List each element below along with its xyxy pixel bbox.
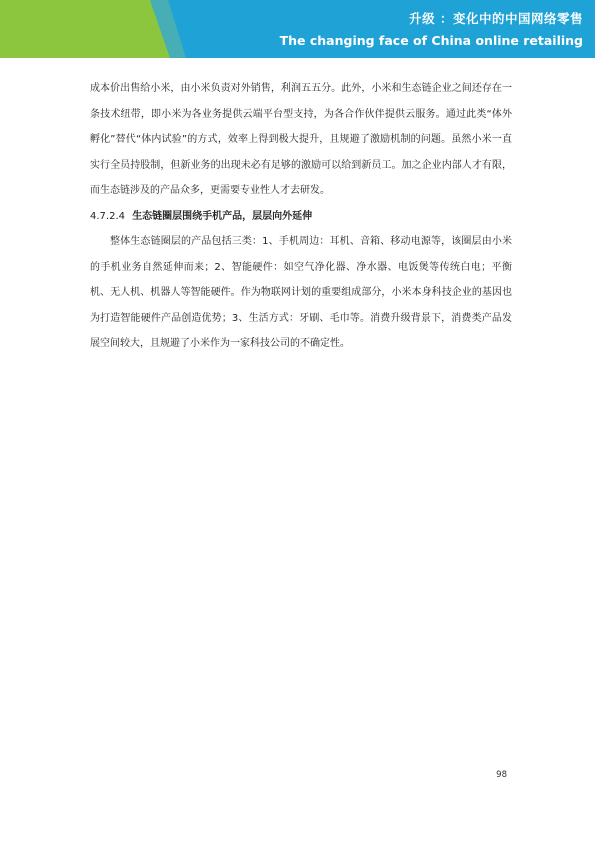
paragraph-2: 整体生态链圈层的产品包括三类：1、手机周边：耳机、音箱、移动电源等，该圈层由小米的手机业务自然延伸而来；2、智能硬件：如空气净化器、净水器、电饭煲等传统白电；平衡机、无人机、机器人等智能硬件。作为物联网计划的重要组成部分，小米本身科技企业的基因也为打造智能硬件产品创造优势；3、生活方式：牙刷、毛巾等。消费升级背景下，消费类产品发展空间较大，且规避了小米作为一家科技公司的不确定性。 [90,235,512,350]
section-heading [90,204,512,229]
section-heading-title: 生态链圈层围绕手机产品，层层向外延伸 [132,210,313,222]
page-number: 98 [496,770,507,780]
header-banner [0,0,595,58]
header-title: 升级 ：变化中的中国网络零售 [409,11,583,26]
paragraph-1: 成本价出售给小米，由小米负责对外销售，利润五五分。此外，小米和生态链企业之间还存在一条技术纽带，即小米为各业务提供云端平台型支持，为各合作伙伴提供云服务。通过此类“体外孵化”替代“体内试验”的方式，效率上得到极大提升，且规避了激励机制的问题。虽然小米一直实行全员持股制，但新业务的出现未必有足够的激励可以给到新员工。加之企业内部人才有限，而生态链涉及的产品众多，更需要专业性人才去研发。 [90,83,512,197]
section-heading-number: 4.7.2.4 [90,210,125,222]
header-subtitle: The changing face of China online retailing [279,33,583,48]
document-body [90,76,512,357]
